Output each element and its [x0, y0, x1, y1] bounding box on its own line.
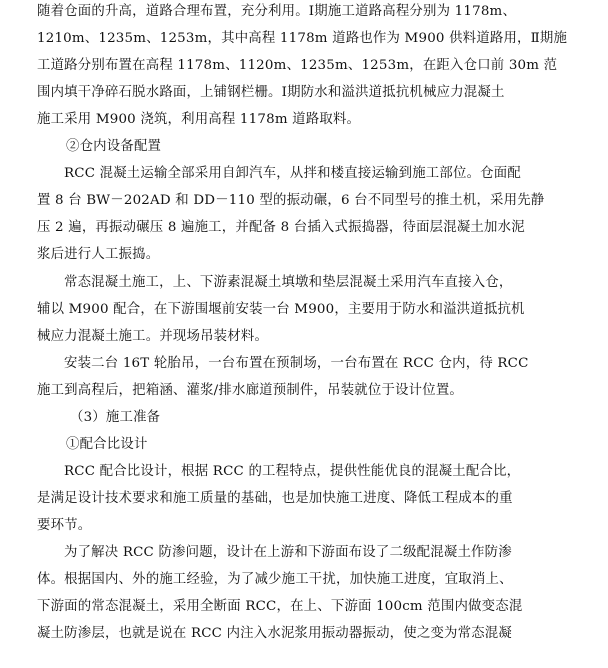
text-line: 置 8 台 BW－202AD 和 DD－110 型的振动碾，6 台不同型号的推土机，采用先静	[37, 193, 545, 208]
subsection-heading: ①配合比设计	[66, 437, 148, 452]
section-heading: （3）施工准备	[70, 410, 161, 425]
text-line: 体。根据国内、外的施工经验，为了减少施工干扰，加快施工进度，宜取消上、	[37, 572, 513, 587]
text-line: 压 2 遍，再振动碾压 8 遍施工，并配备 8 台插入式振捣器，待面层混凝土加水泥	[37, 220, 525, 235]
text-line: 随着仓面的升高，道路合理布置，充分利用。Ⅰ期施工道路高程分别为 1178m、	[37, 4, 517, 19]
text-line: 是满足设计技术要求和施工质量的基础，也是加快施工进度、降低工程成本的重	[37, 491, 513, 506]
paragraph-first-line: 常态混凝土施工，上、下游素混凝土填墩和垫层混凝土采用汽车直接入仓，	[64, 275, 513, 290]
text-line: 辅以 M900 配合，在下游围堰前安装一台 M900，主要用于防水和溢洪道抵抗机	[37, 302, 525, 317]
text-line: 施工到高程后，把箱涵、灌浆/排水廊道预制件，吊装就位于设计位置。	[37, 383, 464, 398]
text-line: 要环节。	[37, 518, 92, 533]
text-line: 围内填干净碎石脱水路面，上铺钢栏栅。Ⅰ期防水和溢洪道抵抗机械应力混凝土	[37, 85, 505, 100]
paragraph-first-line: RCC 配合比设计，根据 RCC 的工程特点，提供性能优良的混凝土配合比，	[64, 464, 521, 479]
text-line: 下游面的常态混凝土，采用全断面 RCC，在上、下游面 100cm 范围内做变态混	[37, 599, 523, 614]
text-line: 施工采用 M900 浇筑，利用高程 1178m 道路取料。	[37, 112, 361, 127]
text-line: 1210m、1235m、1253m，其中高程 1178m 道路也作为 M900 供料道路用，Ⅱ期施	[37, 31, 568, 46]
paragraph-first-line: 安装二台 16T 轮胎吊，一台布置在预制场，一台布置在 RCC 仓内，待 RCC	[64, 356, 529, 371]
section-heading: ②仓内设备配置	[66, 139, 162, 154]
text-line: 浆后进行人工振捣。	[37, 247, 160, 262]
text-line: 工道路分别布置在高程 1178m、1120m、1235m、1253m，在距入仓口前 30m 范	[37, 58, 558, 73]
paragraph-first-line: 为了解决 RCC 防渗问题，设计在上游和下游面布设了二级配混凝土作防渗	[64, 545, 512, 560]
text-line: 凝土防渗层，也就是说在 RCC 内注入水泥浆用振动器振动，使之变为常态混凝	[37, 626, 512, 641]
text-line: 械应力混凝土施工。并现场吊装材料。	[37, 329, 269, 344]
paragraph-first-line: RCC 混凝土运输全部采用自卸汽车，从拌和楼直接运输到施工部位。仓面配	[64, 166, 521, 181]
